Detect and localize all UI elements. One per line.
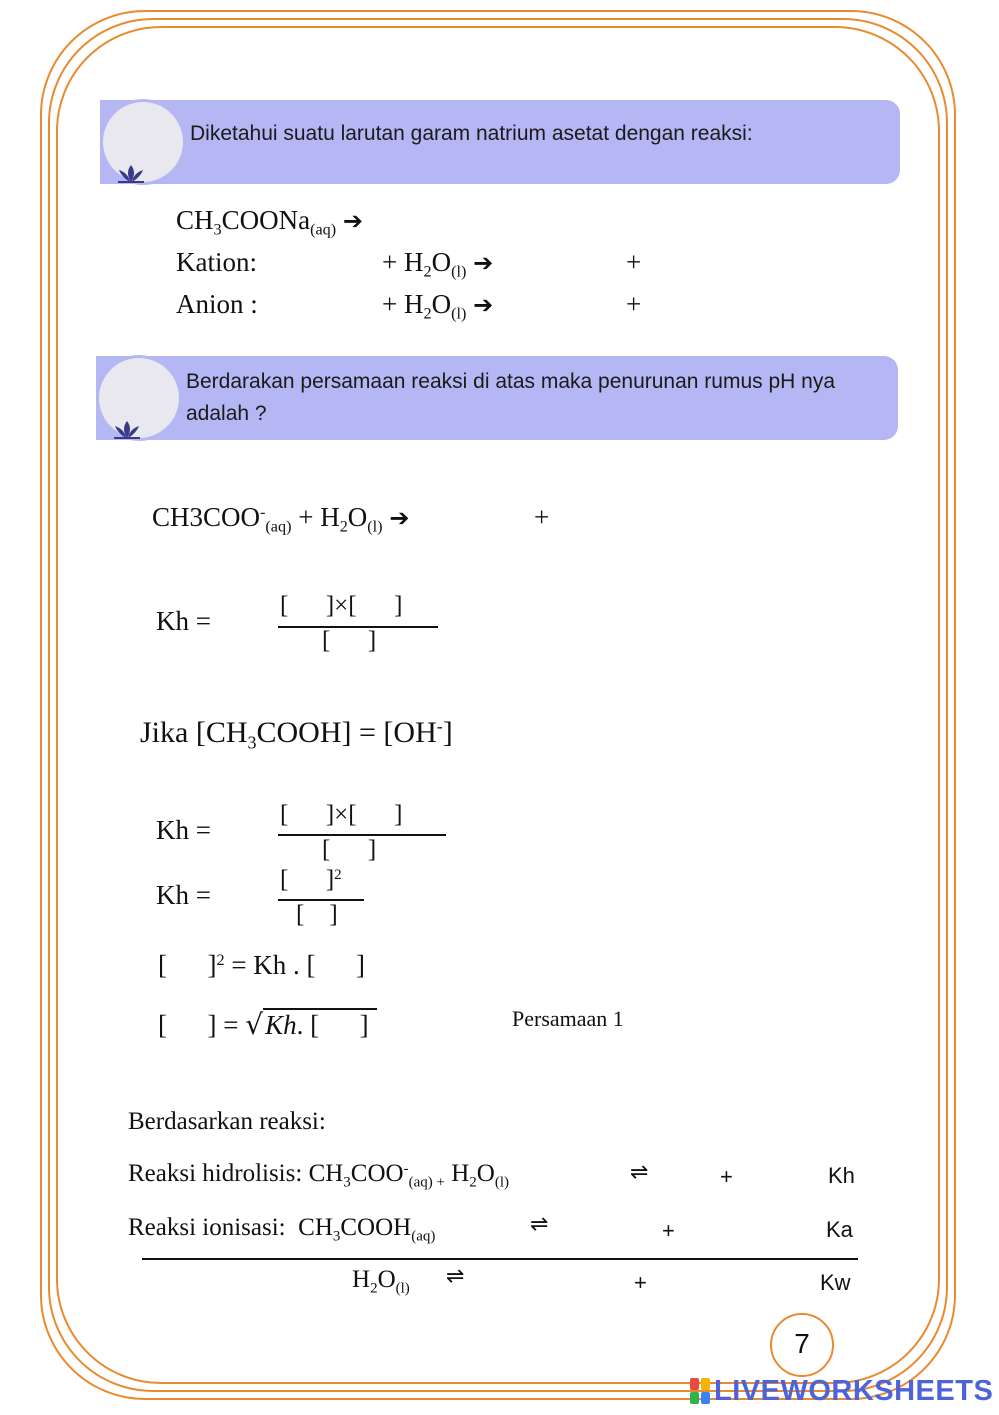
liveworksheets-logo (690, 1374, 993, 1408)
logo-mark-icon (690, 1378, 710, 1404)
water-equation: $H_2O_{(l)}$ (352, 1266, 410, 1297)
lotus-icon (112, 420, 142, 440)
jika-condition: Jika $[CH_3COOH] = [OH^-]$ (140, 716, 453, 753)
anion-plus: + (626, 289, 642, 319)
kh-denominator-1: [ ] (322, 627, 377, 654)
eq1-plus: + (534, 502, 550, 532)
ionisasi-plus: + (662, 1218, 675, 1243)
squared-equation: [ ]$^2$ = Kh . [ ] (158, 950, 366, 980)
instruction-text-2: Berdarakan persamaan reaksi di atas maka penurunan rumus pH nya adalah ? (186, 370, 836, 425)
instruction-banner-2 (96, 356, 898, 440)
kh-numerator-2: [ ]×[ ] (280, 801, 403, 828)
equilibrium-arrow: ⇌ (446, 1264, 465, 1289)
equilibrium-arrow: ⇌ (530, 1212, 549, 1237)
kh-label-1: Kh = (156, 606, 211, 636)
logo-text: LIVEWORKSHEETS (714, 1374, 994, 1407)
sqrt-equation: [ ] = √Kh. [ ] (158, 1008, 377, 1041)
equilibrium-arrow: ⇌ (630, 1160, 649, 1185)
hidrolisis-equation: Reaksi hidrolisis: $CH_3COO^-_{(aq) +}$ $H_2O_{(l)}$ (128, 1160, 509, 1191)
ka-constant: Ka (826, 1217, 853, 1242)
anion-water: + $H_2O_{(l)}$ ➔ (382, 289, 494, 323)
kh-denominator-2: [ ] (322, 836, 377, 863)
kh-label-3: Kh = (156, 880, 211, 910)
salt-formula: $CH_3COONa_{(aq)}$ ➔ (176, 205, 364, 239)
kation-water: + $H_2O_{(l)}$ ➔ (382, 247, 494, 281)
page-number: 7 (770, 1313, 834, 1377)
kh-constant: Kh (828, 1163, 855, 1188)
kw-constant: Kw (820, 1270, 851, 1295)
ionisasi-equation: Reaksi ionisasi: $CH_3COOH_{(aq)}$ (128, 1214, 436, 1245)
kh-label-2: Kh = (156, 815, 211, 845)
anion-label: Anion : (176, 289, 258, 319)
lotus-icon (116, 164, 146, 184)
water-plus: + (634, 1270, 647, 1295)
kation-label: Kation: (176, 247, 257, 277)
persamaan-label: Persamaan 1 (512, 1006, 624, 1031)
kh-numerator-3: [ ]$^2$ (280, 866, 342, 893)
kh-denominator-3: [ ] (296, 901, 338, 928)
sum-line (142, 1258, 858, 1260)
kh-numerator-1: [ ]×[ ] (280, 592, 403, 619)
kation-plus: + (626, 247, 642, 277)
acetate-hydrolysis-eq: $CH3COO^-_{(aq)} + H_2O_{(l)}$ ➔ (152, 502, 410, 536)
hidrolisis-plus: + (720, 1164, 733, 1189)
berdasarkan-heading: Berdasarkan reaksi: (128, 1108, 326, 1135)
instruction-banner-1 (100, 100, 900, 184)
instruction-text-1: Diketahui suatu larutan garam natrium asetat dengan reaksi: (190, 122, 753, 145)
